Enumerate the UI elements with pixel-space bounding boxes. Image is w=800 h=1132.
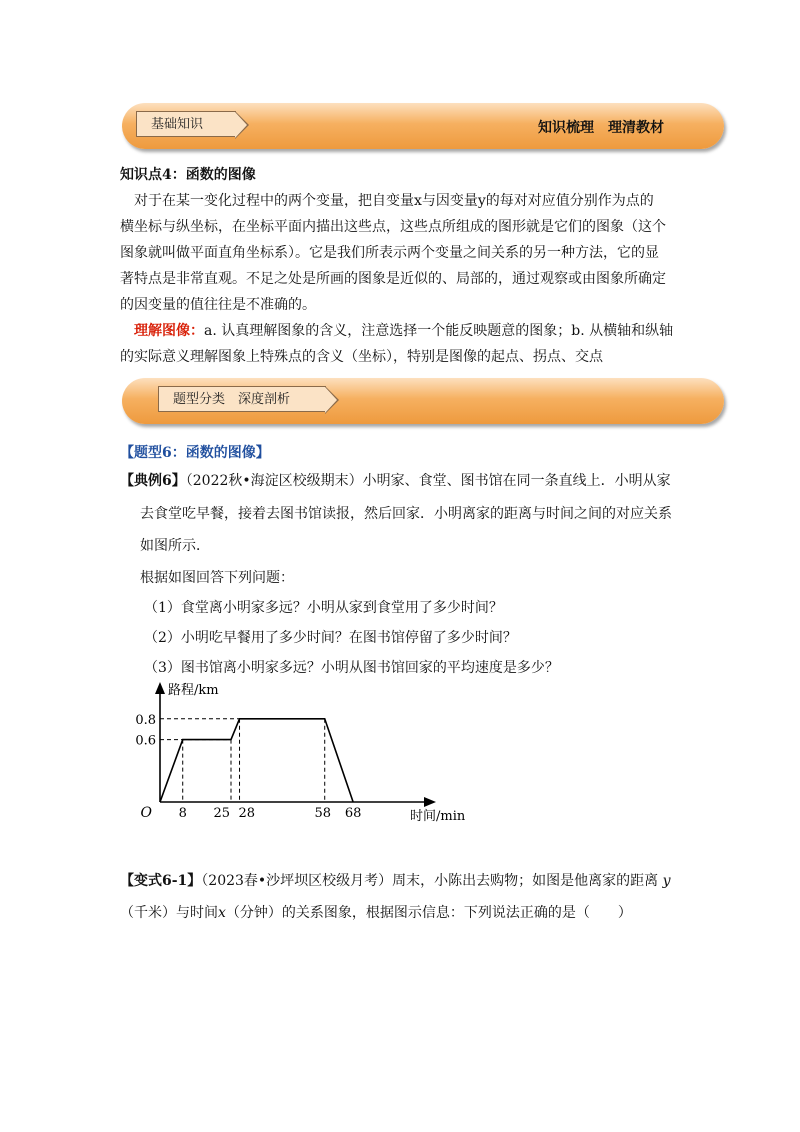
x-tick-25: 25 bbox=[213, 806, 230, 821]
kp4-line-1: 对于在某一变化过程中的两个变量，把自变量x与因变量y的每对对应值分别作为点的 bbox=[134, 193, 654, 209]
example-label: 【典例6】 bbox=[120, 473, 186, 489]
understand-text: a. 认真理解图象的含义，注意选择一个能反映题意的图象；b. 从横轴和纵轴 bbox=[204, 323, 674, 339]
origin-label: O bbox=[140, 805, 152, 821]
variant-text-2a: （千米）与时间 bbox=[120, 905, 218, 921]
example-line-3: 如图所示． bbox=[140, 538, 210, 554]
example-prompt: 根据如图回答下列问题： bbox=[140, 570, 294, 586]
variant-text-2b: （分钟）的关系图象，根据图示信息：下列说法正确的是（ ） bbox=[225, 905, 632, 921]
kp4-title: 知识点4：函数的图像 bbox=[120, 167, 256, 183]
variant-line-1 bbox=[120, 870, 671, 890]
distance-series-line bbox=[160, 719, 353, 802]
question-3: （3）图书馆离小明家多远？小明从图书馆回家的平均速度是多少？ bbox=[144, 660, 559, 676]
understand-line-2: 的实际意义理解图象上特殊点的含义（坐标），特别是图像的起点、拐点、交点 bbox=[120, 349, 603, 365]
example-line-2: 去食堂吃早餐，接着去图书馆读报，然后回家．小明离家的距离与时间之间的对应关系 bbox=[140, 506, 672, 522]
y-tick-0.8: 0.8 bbox=[135, 712, 156, 728]
distance-time-chart bbox=[130, 680, 470, 830]
y-axis-arrow bbox=[155, 682, 165, 694]
example-text-1: （2022秋•海淀区校级期末）小明家、食堂、图书馆在同一条直线上．小明从家 bbox=[185, 473, 671, 489]
type6-title: 【题型6：函数的图像】 bbox=[120, 445, 270, 461]
kp4-line-5: 的因变量的值往往是不准确的。 bbox=[120, 297, 316, 313]
x-tick-28: 28 bbox=[238, 806, 256, 821]
question-1: （1）食堂离小明家多远？小明从家到食堂用了多少时间？ bbox=[144, 600, 503, 616]
variant-line-2 bbox=[120, 902, 632, 922]
knowledge-banner bbox=[122, 103, 724, 149]
x-axis-arrow bbox=[424, 797, 436, 807]
banner-tag-basic: 基础知识 bbox=[136, 111, 236, 137]
banner-subtitle: 知识梳理 理清教材 bbox=[538, 120, 664, 136]
variant-var-y: y bbox=[662, 873, 671, 889]
example-line-1 bbox=[120, 470, 671, 490]
problem-types-banner bbox=[122, 378, 724, 424]
kp4-line-2: 横坐标与纵坐标，在坐标平面内描出这些点，这些点所组成的图形就是它们的图象（这个 bbox=[120, 219, 666, 235]
x-tick-68: 68 bbox=[344, 806, 362, 821]
x-tick-8: 8 bbox=[178, 806, 187, 821]
y-axis-label: 路程/km bbox=[168, 683, 219, 698]
x-tick-58: 58 bbox=[314, 806, 331, 821]
variant-text-1: （2023春•沙坪坝区校级月考）周末，小陈出去购物；如图是他离家的距离 bbox=[201, 873, 659, 889]
question-2: （2）小明吃早餐用了多少时间？在图书馆停留了多少时间？ bbox=[144, 630, 517, 646]
variant-var-x: x bbox=[218, 905, 226, 921]
x-axis-label: 时间/min bbox=[410, 809, 466, 824]
kp4-line-4: 著特点是非常直观。不足之处是所画的图象是近似的、局部的，通过观察或由图象所确定 bbox=[120, 271, 666, 287]
variant-label: 【变式6-1】 bbox=[120, 873, 202, 889]
understand-label: 理解图像： bbox=[134, 323, 204, 339]
understand-line-1 bbox=[134, 320, 673, 340]
kp4-line-3: 图象就叫做平面直角坐标系）。它是我们所表示两个变量之间关系的另一种方法，它的显 bbox=[120, 245, 659, 261]
banner-tag-types: 题型分类 深度剖析 bbox=[158, 386, 326, 412]
y-tick-0.6: 0.6 bbox=[135, 733, 156, 749]
